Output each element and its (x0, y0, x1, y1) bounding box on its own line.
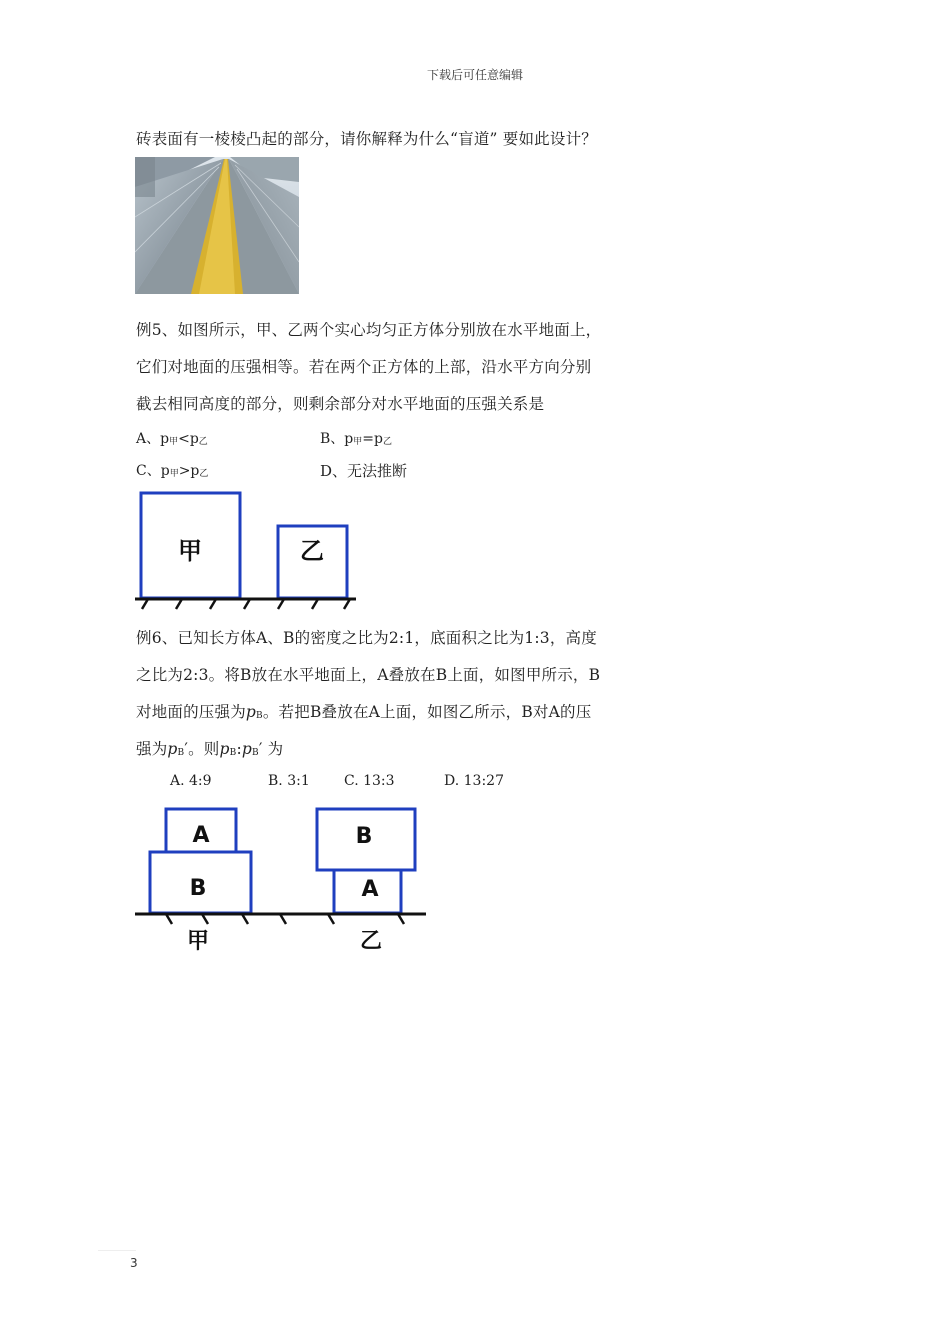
ex6-stack-figure (130, 800, 430, 960)
ex5-option-d: D、无法推断 (320, 462, 408, 480)
ex6-option-c: C. 13:3 (344, 773, 395, 789)
yi-label-a: A (361, 877, 379, 902)
label-yi: 乙 (300, 537, 324, 565)
ex5-option-a: A、$p_甲<p_乙$ (136, 431, 208, 447)
ex5-line-2: 它们对地面的压强相等。若在两个正方体的上部，沿水平方向分别 (136, 358, 592, 376)
footer-divider (98, 1250, 136, 1251)
ex5-line-1: 例5、如图所示，甲、乙两个实心均匀正方体分别放在水平地面上， (136, 321, 602, 339)
ex6-line-1: 例6、已知长方体A、B的密度之比为2:1，底面积之比为1:3，高度 (136, 629, 597, 647)
tactile-paving-photo (135, 157, 299, 294)
ex5-cubes-figure (130, 485, 370, 610)
jia-label-b: B (189, 876, 207, 901)
page-header: 下载后可任意编辑 (426, 68, 523, 82)
ex6-option-d: D. 13:27 (444, 773, 504, 789)
ex5-option-c: C、$p_甲>p_乙$ (136, 463, 209, 479)
ex6-line-3: 对地面的压强为$p_B$。若把B叠放在A上面，如图乙所示，B对A的压 (136, 703, 592, 721)
jia-label-a: A (192, 823, 210, 848)
intro-line-1: 砖表面有一棱棱凸起的部分，请你解释为什么“盲道” 要如此设计？ (136, 130, 597, 148)
caption-yi: 乙 (359, 929, 383, 954)
label-jia: 甲 (178, 537, 202, 565)
yi-label-b: B (355, 824, 373, 849)
ex5-line-3: 截去相同高度的部分，则剩余部分对水平地面的压强关系是 (136, 395, 545, 413)
ex6-option-a: A. 4:9 (170, 773, 212, 789)
ex6-line-4: 强为$p_B'$。则$p_B:p_B'$ 为 (136, 740, 284, 758)
ex6-line-2: 之比为2:3。将B放在水平地面上，A叠放在B上面，如图甲所示，B (136, 666, 601, 684)
page-number: 3 (130, 1256, 138, 1270)
ex5-option-b: B、$p_甲=p_乙$ (320, 431, 392, 447)
ex6-option-b: B. 3:1 (268, 773, 310, 789)
caption-jia: 甲 (186, 929, 210, 954)
